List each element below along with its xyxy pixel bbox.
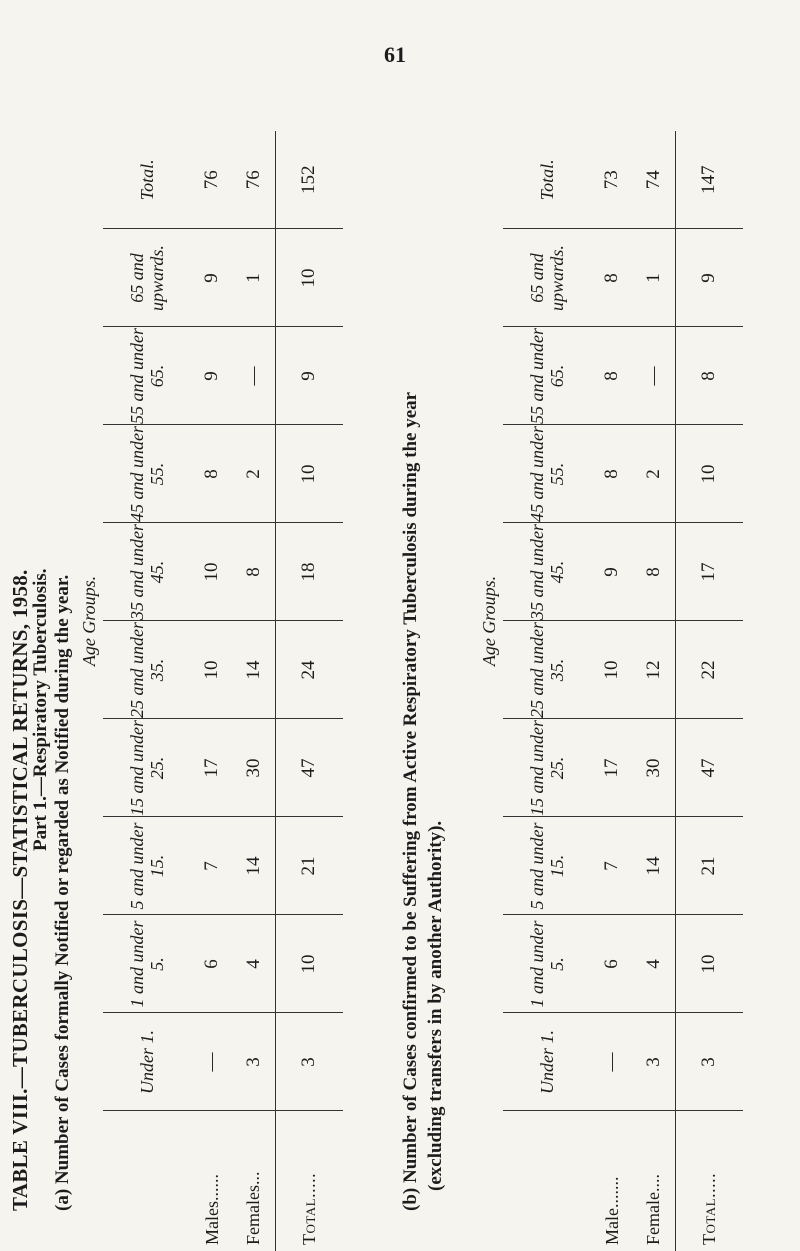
- col-header: 55 and under 65.: [503, 327, 591, 425]
- col-header: 5 and under 15.: [103, 817, 191, 915]
- cell: 9: [191, 327, 233, 425]
- table-row: [633, 131, 675, 1251]
- col-header: 15 and under 25.: [103, 719, 191, 817]
- table-a-caption: (a) Number of Cases formally Notified or regarded as Notified during the year.: [52, 574, 73, 1211]
- cell: 10: [191, 523, 233, 621]
- cell: 18: [275, 523, 343, 621]
- cell: 4: [633, 915, 675, 1013]
- col-header: 65 and upwards.: [503, 229, 591, 327]
- cell: 147: [675, 131, 743, 229]
- cell: 10: [275, 229, 343, 327]
- table-row: [191, 131, 233, 1251]
- cell: 6: [591, 915, 633, 1013]
- cell: 7: [191, 817, 233, 915]
- cell: 2: [633, 425, 675, 523]
- col-header: 65 and upwards.: [103, 229, 191, 327]
- row-label: Male.......: [601, 1176, 622, 1245]
- cell: —: [191, 1013, 233, 1111]
- table-a: [75, 131, 343, 1251]
- table-b: [475, 131, 743, 1251]
- cell: 47: [675, 719, 743, 817]
- cell: 1: [633, 229, 675, 327]
- cell: 4: [233, 915, 275, 1013]
- cell: 8: [191, 425, 233, 523]
- cell: —: [233, 327, 275, 425]
- cell: 14: [233, 817, 275, 915]
- col-header: 1 and under 5.: [103, 915, 191, 1013]
- col-header: Under 1.: [103, 1013, 191, 1111]
- row-label: Total.....: [675, 1111, 743, 1251]
- col-header: 45 and under 55.: [503, 425, 591, 523]
- cell: 2: [233, 425, 275, 523]
- col-header: Under 1.: [503, 1013, 591, 1111]
- row-label: Males......: [201, 1174, 222, 1245]
- cell: 8: [591, 229, 633, 327]
- col-header: 45 and under 55.: [103, 425, 191, 523]
- col-header: Total.: [503, 131, 591, 229]
- col-header: 55 and under 65.: [103, 327, 191, 425]
- cell: —: [633, 327, 675, 425]
- cell: 3: [675, 1013, 743, 1111]
- table-row: [233, 131, 275, 1251]
- header-row: [503, 131, 591, 1251]
- cell: 8: [591, 425, 633, 523]
- col-header: 15 and under 25.: [503, 719, 591, 817]
- cell: 10: [191, 621, 233, 719]
- cell: 3: [233, 1013, 275, 1111]
- cell: 17: [591, 719, 633, 817]
- age-groups-header: Age Groups.: [78, 575, 99, 667]
- cell: 8: [233, 523, 275, 621]
- cell: 8: [675, 327, 743, 425]
- cell: 21: [675, 817, 743, 915]
- cell: 24: [275, 621, 343, 719]
- cell: 17: [675, 523, 743, 621]
- row-label: Total.....: [275, 1111, 343, 1251]
- cell: 74: [633, 131, 675, 229]
- table-title: TABLE VIII.—TUBERCULOSIS—STATISTICAL RETURNS, 1958.: [8, 569, 32, 1211]
- cell: 8: [591, 327, 633, 425]
- cell: 152: [275, 131, 343, 229]
- cell: 10: [591, 621, 633, 719]
- cell: 14: [633, 817, 675, 915]
- cell: —: [591, 1013, 633, 1111]
- cell: 3: [275, 1013, 343, 1111]
- table-row-total: [675, 131, 743, 1251]
- col-header: 5 and under 15.: [503, 817, 591, 915]
- cell: 76: [233, 131, 275, 229]
- cell: 3: [633, 1013, 675, 1111]
- table-b-caption: (b) Number of Cases confirmed to be Suffering from Active Respiratory Tuberculosis during the year: [400, 391, 421, 1211]
- cell: 9: [675, 229, 743, 327]
- cell: 76: [191, 131, 233, 229]
- header-row: [103, 131, 191, 1251]
- age-groups-header: Age Groups.: [478, 575, 499, 667]
- col-header: 25 and under 35.: [503, 621, 591, 719]
- col-header: 35 and under 45.: [103, 523, 191, 621]
- cell: 22: [675, 621, 743, 719]
- cell: 17: [191, 719, 233, 817]
- cell: 6: [191, 915, 233, 1013]
- row-label: Females...: [243, 1171, 264, 1245]
- cell: 10: [275, 425, 343, 523]
- part-title: Part 1.—Respiratory Tuberculosis.: [30, 568, 51, 851]
- cell: 12: [633, 621, 675, 719]
- cell: 10: [675, 425, 743, 523]
- cell: 14: [233, 621, 275, 719]
- cell: 8: [633, 523, 675, 621]
- col-header: 1 and under 5.: [503, 915, 591, 1013]
- col-header: 25 and under 35.: [103, 621, 191, 719]
- cell: 73: [591, 131, 633, 229]
- col-header: 35 and under 45.: [503, 523, 591, 621]
- cell: 30: [233, 719, 275, 817]
- cell: 9: [275, 327, 343, 425]
- cell: 47: [275, 719, 343, 817]
- cell: 30: [633, 719, 675, 817]
- cell: 1: [233, 229, 275, 327]
- cell: 7: [591, 817, 633, 915]
- table-row: [591, 131, 633, 1251]
- page-number: 61: [384, 42, 406, 67]
- row-label: Female....: [643, 1174, 664, 1245]
- cell: 21: [275, 817, 343, 915]
- cell: 10: [275, 915, 343, 1013]
- table-row-total: [275, 131, 343, 1251]
- cell: 9: [591, 523, 633, 621]
- table-b-caption-note: (excluding transfers in by another Authority).: [425, 820, 446, 1191]
- cell: 9: [191, 229, 233, 327]
- col-header: Total.: [103, 131, 191, 229]
- cell: 10: [675, 915, 743, 1013]
